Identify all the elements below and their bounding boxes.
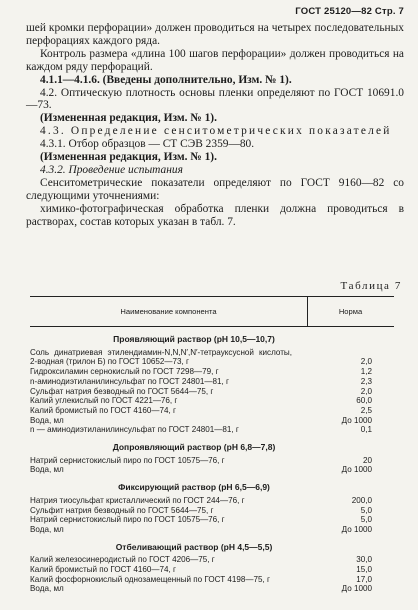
component-norm: 0,1 [360,425,372,435]
table-row [30,565,394,575]
component-name: Соль динатриевая этилендиамин-N,N,N′,N′-тетрауксусной кислоты, 2-водная (трилон Б) по ГОСТ 10652—73, г [30,347,292,367]
solution-section-title: Допроявляющий раствор (pH 6,8—7,8) [112,442,276,453]
paragraph: химико-фотографическая обработка пленки должна проводиться в растворах, состав которых указан в табл. 7. [26,202,404,228]
component-name: Вода, мл [30,584,64,594]
component-name: Калий бромистый по ГОСТ 4160—74, г [30,405,176,415]
component-name: Вода, мл [30,415,64,425]
solution-section-title: Отбеливающий раствор (pH 4,5—5,5) [115,541,273,552]
component-norm: 60,0 [356,396,372,406]
component-name: Калий углекислый по ГОСТ 4221—76, г [30,396,178,406]
component-norm: 2,0 [360,357,372,367]
page-header: ГОСТ 25120—82 Стр. 7 [295,6,404,17]
solution-section-title: Фиксирующий раствор (pH 6,5—6,9) [118,482,270,493]
component-name: Калий железосинеродистый по ГОСТ 4206—75, г [30,555,215,565]
component-norm: 2,0 [360,386,372,396]
solution-section-title: Проявляющий раствор (pH 10,5—10,7) [113,334,275,344]
table-row [30,396,394,406]
paragraph: Контроль размера «длина 100 шагов перфорации» должен проводиться на каждом ряду перфораций. [26,47,404,73]
table-row [30,555,394,565]
component-norm: 1,2 [360,367,372,377]
component-name: Вода, мл [30,465,64,475]
table-row [30,425,394,435]
table-row [30,377,394,387]
table-row [30,525,394,535]
table-row [30,506,394,516]
amendment-note: (Измененная редакция, Изм. № 1). [40,151,217,164]
component-name: Натрий сернистокислый пиро по ГОСТ 10575—76, г [30,515,225,525]
table-row [30,348,394,367]
body-text [26,22,404,229]
table-caption: Таблица 7 [340,280,402,292]
component-norm: До 1000 [341,584,372,594]
component-name: Вода, мл [30,524,64,534]
component-name: Сульфит натрия безводный по ГОСТ 5644—75, г [30,505,214,515]
component-name: Сульфат натрия безводный по ГОСТ 5644—75, г [30,386,214,396]
table-row [30,584,394,594]
component-name: Гидроксиламин сернокислый по ГОСТ 7298—79, г [30,367,219,377]
component-name: Натрия тиосульфат кристаллический по ГОСТ 244—76, г [30,495,245,505]
component-norm: 20 [362,455,372,465]
table-row [30,367,394,377]
table-body [30,335,394,594]
amendment-note: (Измененная редакция, Изм. № 1). [40,112,217,125]
reagent-table [30,296,394,594]
column-header-norm: Норма [338,307,363,316]
component-norm: 2,5 [360,405,372,415]
component-norm: До 1000 [341,415,372,425]
table-row [30,406,394,416]
component-name: Натрий сернистокислый пиро по ГОСТ 10575—76, г [30,455,225,465]
component-name: n-аминодиэтиланилинсульфат по ГОСТ 24801—81, г [30,376,229,386]
component-norm: 2,3 [360,376,372,386]
component-norm: До 1000 [341,524,372,534]
paragraph: Сенситометрические показатели определяют по ГОСТ 9160—82 со следующими уточнениями: [26,176,404,202]
component-norm: 15,0 [356,565,372,575]
component-norm: 5,0 [360,515,372,525]
component-name: Калий бромистый по ГОСТ 4160—74, г [30,565,176,575]
table-header [30,297,394,327]
section-heading: 4.3. Определение сенситометрических показателей [40,125,392,138]
column-header-name: Наименование компонента [120,307,217,316]
subsection-heading: 4.3.2. Проведение испытания [40,163,183,176]
component-norm: До 1000 [341,465,372,475]
component-norm: 200,0 [351,495,372,505]
amendment-note: 4.1.1—4.1.6. (Введены дополнительно, Изм. № 1). [40,73,292,86]
paragraph: 4.3.1. Отбор образцов — СТ СЭВ 2359—80. [40,138,255,151]
component-norm: 30,0 [356,555,372,565]
component-norm: 5,0 [360,505,372,515]
table-row [30,496,394,506]
table-row [30,456,394,466]
table-row [30,387,394,397]
table-row [30,416,394,426]
component-norm: 17,0 [356,574,372,584]
paragraph: 4.2. Оптическую плотность основы пленки определяют по ГОСТ 10691.0—73. [26,86,404,112]
table-row [30,515,394,525]
table-row [30,575,394,585]
component-name: Калий фосфорнокислый однозамещенный по ГОСТ 4198—75, г [30,574,270,584]
table-row [30,465,394,475]
paragraph: шей кромки перфорации» должен проводиться на четырех последовательных перфорациях каждого ряда. [26,22,404,47]
component-name: n — аминодиэтиланилинсульфат по ГОСТ 24801—81, г [30,425,239,435]
